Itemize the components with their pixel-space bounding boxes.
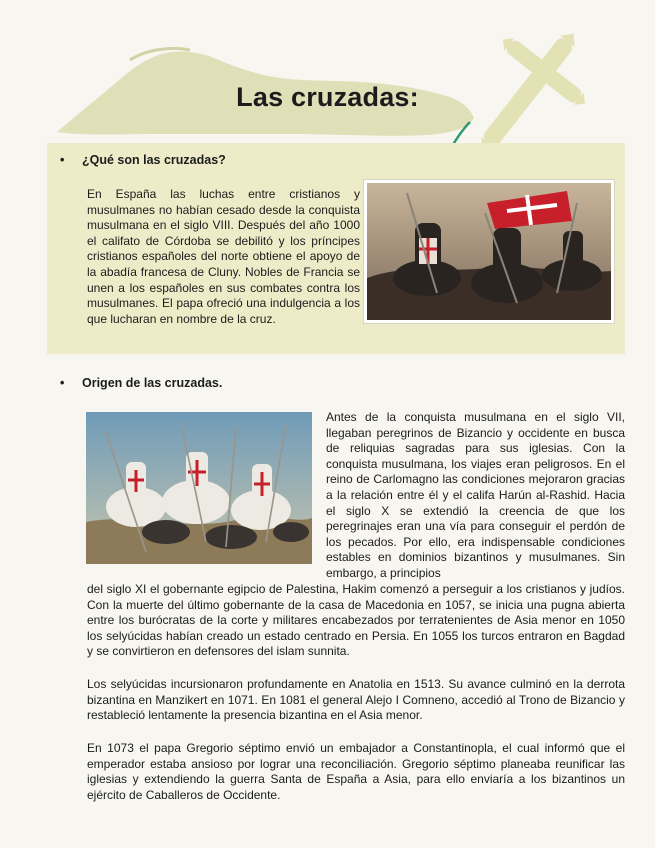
title-banner-decoration: [0, 0, 655, 150]
crusaders-battle-image-2: [86, 412, 312, 564]
section2-paragraph-full: del siglo XI el gobernante egipcio de Palestina, Hakim comenzó a perseguir a los cristianos y judíos. Con la muerte del último gobernante de la casa de Macedonia en 1057, se inicia una pugna abierta entre los burócratas de la corte y militares encabezados por terratenientes de Asia menor en 1050 los selyúcidas habían creado un estado centrado en Persia. En 1055 los turcos entraron en Bagdad y se convirtieron en defensores del islam sunnita.: [87, 582, 625, 659]
bullet-icon: •: [60, 153, 65, 167]
cross-icon: [441, 2, 614, 150]
section2-paragraph-2: Los selyúcidas incursionaron profundamente en Anatolia en 1513. Su avance culminó en la derrota bizantina en Manzikert en 1071. En 1081 el general Alejo I Comneno, accedió al Trono de Bizancio y restableció lentamente la presencia bizantina en el Asia menor.: [87, 677, 625, 723]
section1-heading-text: ¿Qué son las cruzadas?: [82, 153, 226, 167]
section2-paragraph-side: Antes de la conquista musulmana en el siglo VII, llegaban peregrinos de Bizancio y occidente en busca de reliquias sagradas para sus iglesias. Con la conquista musulmana, los viajes eran peligrosos. En el reino de Carlomagno las condiciones mejoraron gracias a la relación entre él y el califa Harún al-Rashid. Hacia el siglo X se extendió la creencia de que los peregrinajes eran una vía para conseguir el perdón de los pecados. Por ello, era indispensable condiciones estables en dominios bizantinos y musulmanes. Sin embargo, a principios: [326, 410, 625, 580]
bullet-icon: •: [60, 376, 65, 390]
section2-heading-text: Origen de las cruzadas.: [82, 376, 223, 390]
section2-heading: [60, 376, 222, 390]
page-title: Las cruzadas:: [236, 82, 419, 112]
section1-paragraph: En España las luchas entre cristianos y musulmanes no habían cesado desde la conquista musulmana en el siglo VIII. Después del año 1000 el califato de Córdoba se debilitó y los príncipes cristianos españoles del norte obtiene el apoyo de la abadía francesa de Cluny. Nobles de Francia se unen a los españoles en sus combates contra los musulmanes. El papa ofreció una indulgencia a los que lucharan en nombre de la cruz.: [87, 187, 360, 326]
section1-heading: [60, 153, 226, 167]
section2-paragraph-3: En 1073 el papa Gregorio séptimo envió un embajador a Constantinopla, el cual informó que el emperador estaba ansioso por lograr una reconciliación. Gregorio séptimo planeaba reunificar las iglesias y extendiendo la guerra Santa de España a Asia, para ello enviaría a los bizantinos un ejército de Caballeros de Occidente.: [87, 741, 625, 802]
crusaders-battle-image-1: [364, 180, 614, 323]
